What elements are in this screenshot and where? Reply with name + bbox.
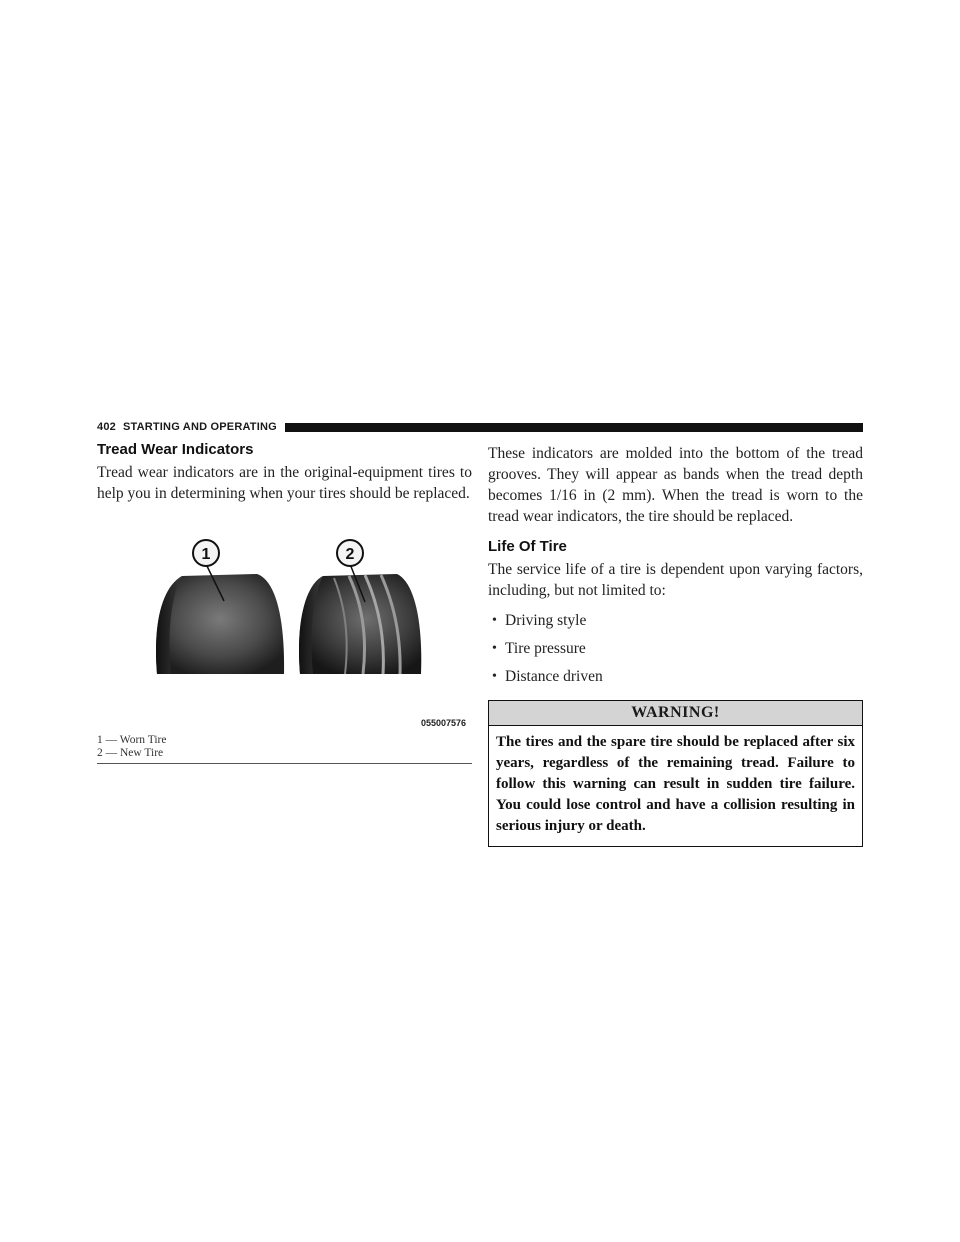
section-title: STARTING AND OPERATING [122,421,277,433]
tread-wear-paragraph: Tread wear indicators are in the original-equipment tires to help you in determining when your tires should be replaced. [97,464,472,502]
bullet-icon: • [492,613,497,628]
header-bar [285,423,863,432]
bullet-icon: • [492,641,497,656]
life-of-tire-heading: Life Of Tire [488,538,567,555]
life-of-tire-intro: The service life of a tire is dependent upon varying factors, including, but not limited to: [488,561,863,599]
tread-wear-heading: Tread Wear Indicators [97,441,254,458]
worn-tire-icon [156,574,284,674]
right-column [488,443,863,847]
page-number: 402 [97,421,116,433]
list-item: • Distance driven [492,668,603,685]
caption-new-tire: 2 — New Tire [97,747,164,759]
caption-rule [97,763,472,764]
left-column [97,441,472,764]
list-item: • Driving style [492,612,587,629]
warning-text: The tires and the spare tire should be replaced after six years, regardless of the remaining tread. Failure to follow this warning can result in sudden tire failure. You could lose control and have a collision resulting in serious injury or death. [496,734,855,834]
factor-list [488,610,863,687]
tire-illustration [97,516,472,732]
figure-id: 055007576 [420,718,466,728]
caption-worn-tire: 1 — Worn Tire [97,734,167,746]
list-item: • Tire pressure [492,640,586,657]
tire-illustration-graphic [97,516,472,732]
page-header [97,419,863,435]
warning-box [488,700,863,847]
callout-2-label: 2 [345,546,355,563]
warning-title: WARNING! [489,701,862,726]
indicators-paragraph: These indicators are molded into the bottom of the tread grooves. They will appear as bands when the tread depth becomes 1/16 in (2 mm). When the tread is worn to the tread wear indicators, the tire should be replaced. [488,445,863,525]
figure-caption [97,734,472,760]
callout-1-label: 1 [201,546,211,563]
bullet-icon: • [492,669,497,684]
